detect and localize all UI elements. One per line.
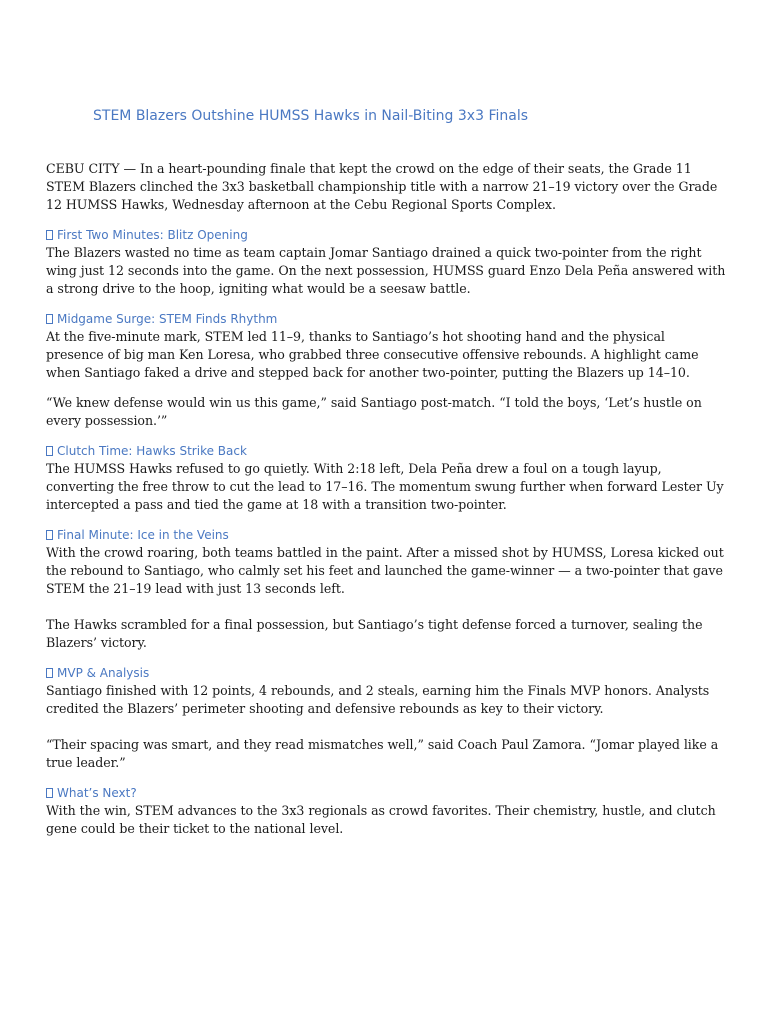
section-heading-text: MVP & Analysis <box>57 666 150 680</box>
paragraph: At the five-minute mark, STEM led 11–9, thanks to Santiago’s hot shooting hand and the physical presence of big man Ken Loresa, who grabbed three consecutive offensive rebounds. A highlight came when Santiago faked a drive and stepped back for another two-pointer, putting the Blazers up 14–10. <box>46 329 699 380</box>
section-heading-text: First Two Minutes: Blitz Opening <box>57 228 248 242</box>
paragraph: With the win, STEM advances to the 3x3 regionals as crowd favorites. Their chemistry, hustle, and clutch gene could be their ticket to the national level. <box>46 803 716 836</box>
article-body <box>46 160 726 838</box>
missing-glyph-icon <box>46 788 53 798</box>
section-heading-text: Clutch Time: Hawks Strike Back <box>57 444 247 458</box>
section-heading <box>46 664 726 682</box>
article-title: STEM Blazers Outshine HUMSS Hawks in Nail-Biting 3x3 Finals <box>93 108 528 124</box>
section-heading-text: Midgame Surge: STEM Finds Rhythm <box>57 312 278 326</box>
paragraph: Santiago finished with 12 points, 4 rebounds, and 2 steals, earning him the Finals MVP honors. Analysts credited the Blazers’ perimeter shooting and defensive rebounds as key to their victory. <box>46 683 710 716</box>
quote-paragraph: “Their spacing was smart, and they read mismatches well,” said Coach Paul Zamora. “Jomar played like a true leader.” <box>46 737 719 770</box>
quote-paragraph: “We knew defense would win us this game,” said Santiago post-match. “I told the boys, ‘Let’s hustle on every possession.’” <box>46 395 702 428</box>
section-heading-text: What’s Next? <box>57 786 137 800</box>
missing-glyph-icon <box>46 668 53 678</box>
section-heading <box>46 226 726 244</box>
paragraph: The Blazers wasted no time as team captain Jomar Santiago drained a quick two-pointer from the right wing just 12 seconds into the game. On the next possession, HUMSS guard Enzo Dela Peña answered with a strong drive to the hoop, igniting what would be a seesaw battle. <box>46 245 726 296</box>
intro-paragraph: CEBU CITY — In a heart-pounding finale that kept the crowd on the edge of their seats, the Grade 11 STEM Blazers clinched the 3x3 basketball championship title with a narrow 21–19 victory over the Grade 12 HUMSS Hawks, Wednesday afternoon at the Cebu Regional Sports Complex. <box>46 161 718 212</box>
paragraph: The Hawks scrambled for a final possession, but Santiago’s tight defense forced a turnover, sealing the Blazers’ victory. <box>46 617 703 650</box>
paragraph: With the crowd roaring, both teams battled in the paint. After a missed shot by HUMSS, Loresa kicked out the rebound to Santiago, who calmly set his feet and launched the game-winner — a two-pointer that gave STEM the 21–19 lead with just 13 seconds left. <box>46 545 724 596</box>
missing-glyph-icon <box>46 530 53 540</box>
missing-glyph-icon <box>46 446 53 456</box>
section-heading <box>46 784 726 802</box>
section-heading <box>46 310 726 328</box>
missing-glyph-icon <box>46 230 53 240</box>
section-heading <box>46 442 726 460</box>
paragraph: The HUMSS Hawks refused to go quietly. With 2:18 left, Dela Peña drew a foul on a tough layup, converting the free throw to cut the lead to 17–16. The momentum swung further when forward Lester Uy intercepted a pass and tied the game at 18 with a transition two-pointer. <box>46 461 724 512</box>
section-heading <box>46 526 726 544</box>
missing-glyph-icon <box>46 314 53 324</box>
section-heading-text: Final Minute: Ice in the Veins <box>57 528 229 542</box>
